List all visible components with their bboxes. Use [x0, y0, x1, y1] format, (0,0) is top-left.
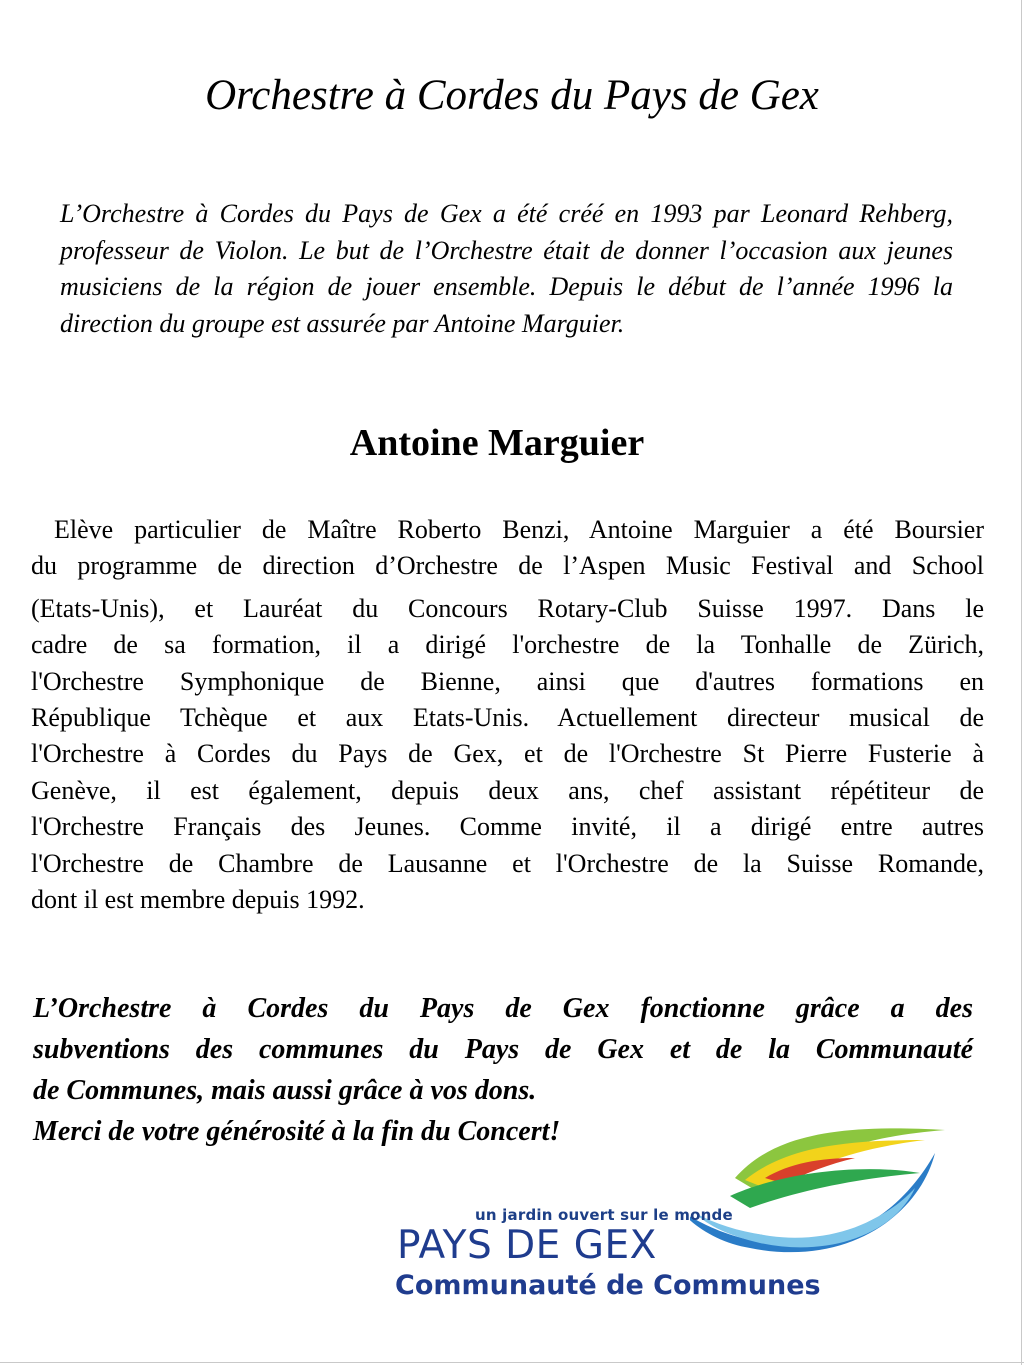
- page-edge-bottom: [0, 1362, 1024, 1363]
- document-title: Orchestre à Cordes du Pays de Gex: [205, 72, 819, 119]
- bio-line: l'Orchestre à Cordes du Pays de Gex, et de l'Orchestre St Pierre Fusterie à: [31, 739, 984, 769]
- logo-tagline: un jardin ouvert sur le monde: [475, 1206, 733, 1224]
- bio-line: l'Orchestre Français des Jeunes. Comme invité, il a dirigé entre autres: [31, 812, 984, 842]
- bio-line: du programme de direction d’Orchestre de l’Aspen Music Festival and School: [31, 551, 984, 581]
- section-heading: Antoine Marguier: [349, 422, 645, 464]
- page-edge-right: [1021, 0, 1022, 1365]
- bio-line: Genève, il est également, depuis deux ans, chef assistant répétiteur de: [31, 775, 984, 805]
- bio-line: (Etats-Unis), et Lauréat du Concours Rotary-Club Suisse 1997. Dans le: [31, 593, 984, 623]
- bio-line: dont il est membre depuis 1992.: [31, 885, 365, 915]
- support-line: L’Orchestre à Cordes du Pays de Gex fonctionne grâce a des: [33, 993, 973, 1024]
- bio-line: cadre de sa formation, il a dirigé l'orchestre de la Tonhalle de Zürich,: [31, 630, 984, 660]
- thank-you-line: Merci de votre générosité à la fin du Concert!: [33, 1116, 561, 1147]
- support-line: subventions des communes du Pays de Gex et de la Communauté: [33, 1034, 973, 1065]
- bio-line: l'Orchestre de Chambre de Lausanne et l'Orchestre de la Suisse Romande,: [31, 848, 984, 878]
- logo-name: PAYS DE GEX: [397, 1223, 657, 1268]
- support-line: de Communes, mais aussi grâce à vos dons.: [33, 1075, 537, 1106]
- biography-paragraph: [31, 512, 984, 918]
- intro-paragraph: L’Orchestre à Cordes du Pays de Gex a été créé en 1993 par Leonard Rehberg, professeur de Violon. Le but de l’Orchestre était de donner l’occasion aux jeunes musiciens de la région de jouer ensemble. Depuis le début de l’année 1996 la direction du groupe est assurée par Antoine Marguier.: [60, 199, 953, 338]
- bio-line: République Tchèque et aux Etats-Unis. Actuellement directeur musical de: [31, 703, 984, 733]
- logo-subtitle: Communauté de Communes: [395, 1270, 821, 1301]
- pays-de-gex-logo: [390, 1118, 950, 1308]
- bio-line: Elève particulier de Maître Roberto Benzi, Antoine Marguier a été Boursier: [54, 515, 984, 544]
- bio-line: l'Orchestre Symphonique de Bienne, ainsi que d'autres formations en: [31, 666, 984, 696]
